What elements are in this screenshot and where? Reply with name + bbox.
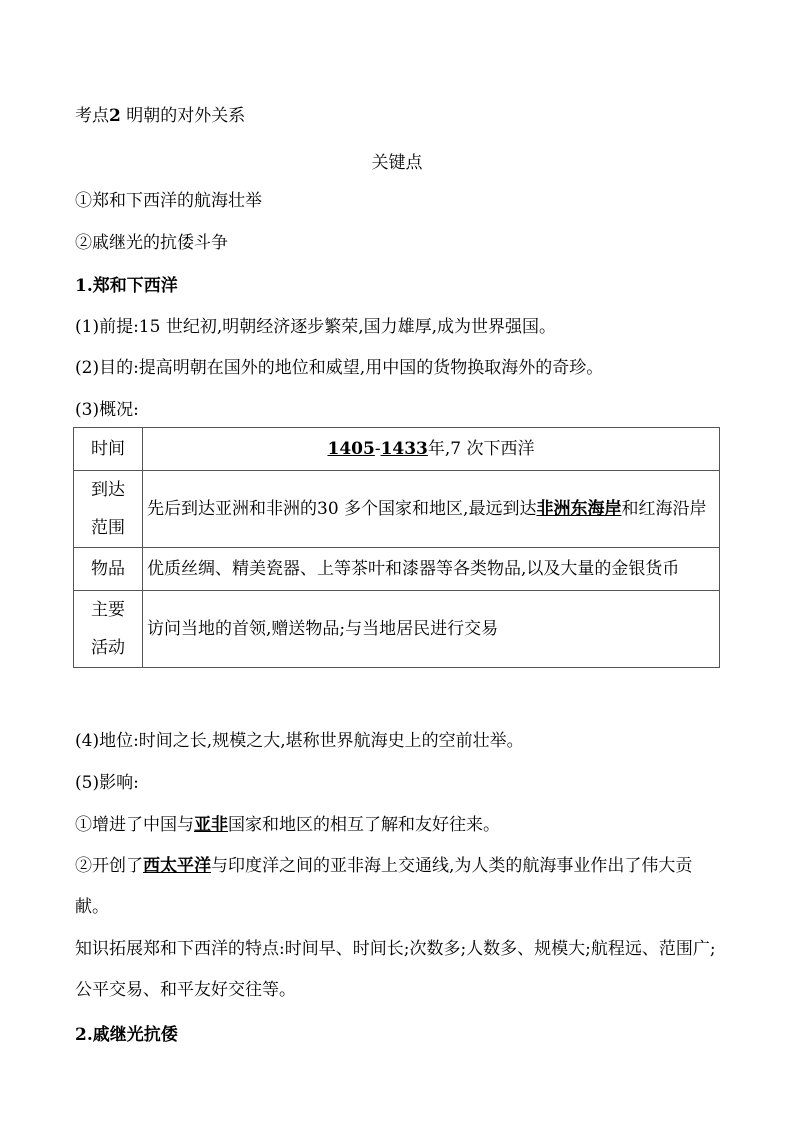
status-text: (4)地位:时间之长,规模之大,堪称世界航海史上的空前壮举。 (75, 731, 524, 751)
table-cell-goods: 优质丝绸、精美瓷器、上等茶叶和漆器等各类物品,以及大量的金银货币 (143, 548, 720, 591)
knowledge-extension: 知识拓展郑和下西洋的特点:时间早、时间长;次数多;人数多、规模大;航程远、范围广;公平交易、和平友好交往等。 (75, 939, 716, 1000)
influence-2-highlight: 西太平洋 (143, 856, 211, 876)
part2-title: 2.戚继光抗倭 (75, 1025, 178, 1045)
premise-text: (1)前提:15 世纪初,明朝经济逐步繁荣,国力雄厚,成为世界强国。 (75, 317, 557, 337)
influence-2-after: 与印度洋之间的亚非海上交通线,为人类的航海事业作出了伟大贡献。 (75, 856, 693, 917)
part1-title: 1.郑和下西洋 (75, 276, 178, 296)
influence-2 (75, 846, 719, 928)
range-label-line-2: 范围 (91, 518, 125, 538)
range-text-after: 和红海沿岸 (621, 499, 707, 519)
section-title (75, 105, 245, 127)
table-cell-activities: 访问当地的首领,赠送物品;与当地居民进行交易 (143, 591, 720, 668)
section-title-text: 明朝的对外关系 (120, 106, 246, 126)
table-row (74, 591, 720, 668)
year-end: 1433 (380, 439, 428, 459)
table-row (74, 428, 720, 471)
influence-1 (75, 814, 500, 836)
table-row (74, 548, 720, 591)
influence-1-highlight: 亚非 (194, 815, 228, 835)
table-row (74, 471, 720, 548)
key-point-2: ②戚继光的抗倭斗争 (75, 233, 228, 253)
overview-label: (3)概况: (75, 400, 139, 420)
table-label-goods: 物品 (74, 548, 143, 591)
table-label-range (74, 471, 143, 548)
range-highlight: 非洲东海岸 (536, 499, 622, 519)
table-cell-range (143, 471, 720, 548)
influence-label: (5)影响: (75, 773, 139, 793)
table-cell-time (143, 428, 720, 471)
influence-1-after: 国家和地区的相互了解和友好往来。 (228, 815, 500, 835)
purpose-text: (2)目的:提高明朝在国外的地位和威望,用中国的货物换取海外的奇珍。 (75, 358, 604, 378)
range-text-before: 先后到达亚洲和非洲的30 多个国家和地区,最远到达 (147, 499, 537, 519)
year-dash: - (374, 439, 381, 459)
time-suffix: 年,7 次下西洋 (427, 439, 535, 459)
table-label-activities (74, 591, 143, 668)
key-point-1: ①郑和下西洋的航海壮举 (75, 191, 262, 211)
voyage-overview-table (73, 427, 720, 668)
section-title-prefix: 考点 (75, 106, 109, 126)
key-points-heading: 关键点 (371, 153, 423, 173)
range-label-line-1: 到达 (91, 480, 125, 500)
activities-label-line-1: 主要 (91, 600, 125, 620)
year-start: 1405 (327, 439, 375, 459)
influence-1-before: ①增进了中国与 (75, 815, 194, 835)
influence-2-before: ②开创了 (75, 856, 143, 876)
activities-label-line-2: 活动 (91, 638, 125, 658)
table-label-time: 时间 (74, 428, 143, 471)
section-number: 2 (109, 106, 121, 126)
